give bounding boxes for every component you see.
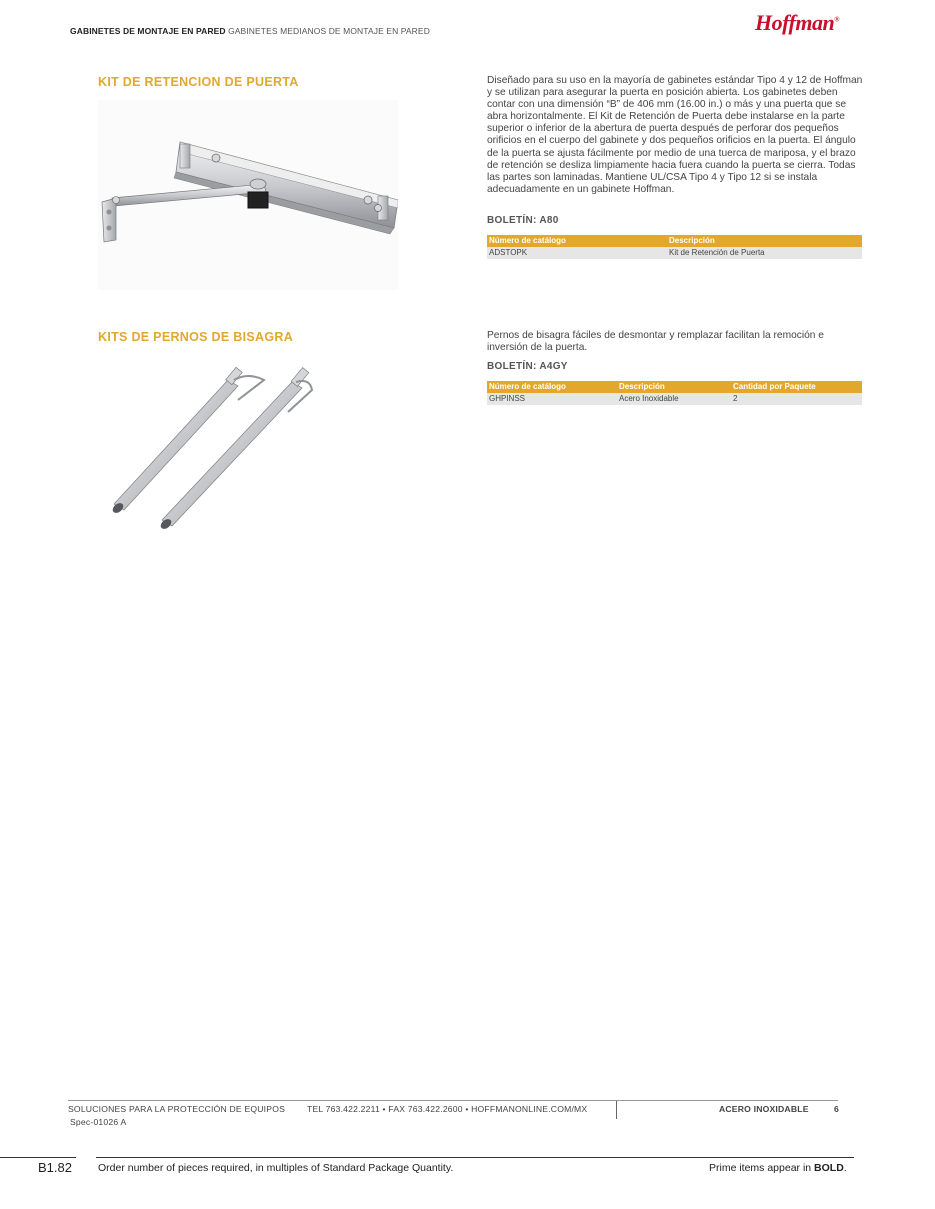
order-note: Order number of pieces required, in multiples of Standard Package Quantity. [98,1162,454,1174]
table-row [487,247,862,259]
hinge-kit-table [487,381,862,405]
registered-mark: ® [834,15,839,24]
door-kit-table [487,235,862,259]
column-header: Descripción [667,235,862,247]
description-cell: Kit de Retención de Puerta [667,247,862,259]
page-ref: B1.82 [38,1160,72,1175]
page-ref-rule [0,1157,76,1158]
door-kit-image [98,100,398,290]
column-header: Descripción [617,381,731,393]
hinge-kit-title: KITS DE PERNOS DE BISAGRA [98,330,294,344]
bottom-rule [96,1157,854,1158]
footer-rule [68,1100,838,1101]
footer-contact: TEL 763.422.2211 • FAX 763.422.2600 • HOFFMANONLINE.COM/MX [307,1104,588,1114]
footer-spec: Spec-01026 A [70,1117,127,1127]
prime-bold: BOLD [814,1162,844,1174]
door-kit-description: Diseñado para su uso en la mayoría de gabinetes estándar Tipo 4 y 12 de Hoffman y se utilizan para asegurar la puerta en posición abierta. Los gabinetes deben contar con una dimensión “B” de 406 mm (16.00 in.) o más y una puerta que se abra horizontalmente. El Kit de Retención de Puerta debe instalarse en la parte superior o inferior de la abertura de puerta después de perforar dos pequeños orificios en el cuerpo del gabinete y dos pequeños orificios en la puerta. El ángulo de la puerta se ajusta fácilmente por medio de una tuerca de mariposa, y el brazo de retención se desliza limpiamente hacia fuera cuando la puerta se cierra. Todas las partes son laminadas. Mantiene UL/CSA Tipo 4 y Tipo 12 si se instala adecuadamente en un gabinete Hoffman. [487,75,863,195]
catalog-number: ADSTOPK [487,247,667,259]
column-header: Número de catálogo [487,381,617,393]
footer-divider [616,1101,617,1119]
quantity-cell: 2 [731,393,862,405]
footer-page-number: 6 [834,1104,839,1114]
logo-text: Hoffman [755,10,835,35]
prime-suffix: . [843,1162,847,1174]
door-kit-title: KIT DE RETENCION DE PUERTA [98,75,299,89]
table-header-row [487,381,862,393]
description-cell: Acero Inoxidable [617,393,731,405]
door-kit-bulletin: BOLETÍN: A80 [487,215,559,226]
footer-company: SOLUCIONES PARA LA PROTECCIÓN DE EQUIPOS [68,1104,286,1114]
catalog-number: GHPINSS [487,393,617,405]
header-section: GABINETES DE MONTAJE EN PARED [70,26,226,36]
hinge-pins-image [98,360,318,535]
footer-material: ACERO INOXIDABLE [719,1104,809,1114]
table-header-row [487,235,862,247]
hinge-kit-description: Pernos de bisagra fáciles de desmontar y remplazar facilitan la remoción e inversión de la puerta. [487,330,824,354]
hinge-kit-bulletin: BOLETÍN: A4GY [487,361,568,372]
hoffman-logo [755,10,839,36]
header-subsection: GABINETES MEDIANOS DE MONTAJE EN PARED [228,26,430,36]
column-header: Cantidad por Paquete [731,381,862,393]
table-row [487,393,862,405]
running-header [70,26,430,36]
column-header: Número de catálogo [487,235,667,247]
prime-note [709,1162,847,1174]
prime-prefix: Prime items appear in [709,1162,812,1174]
